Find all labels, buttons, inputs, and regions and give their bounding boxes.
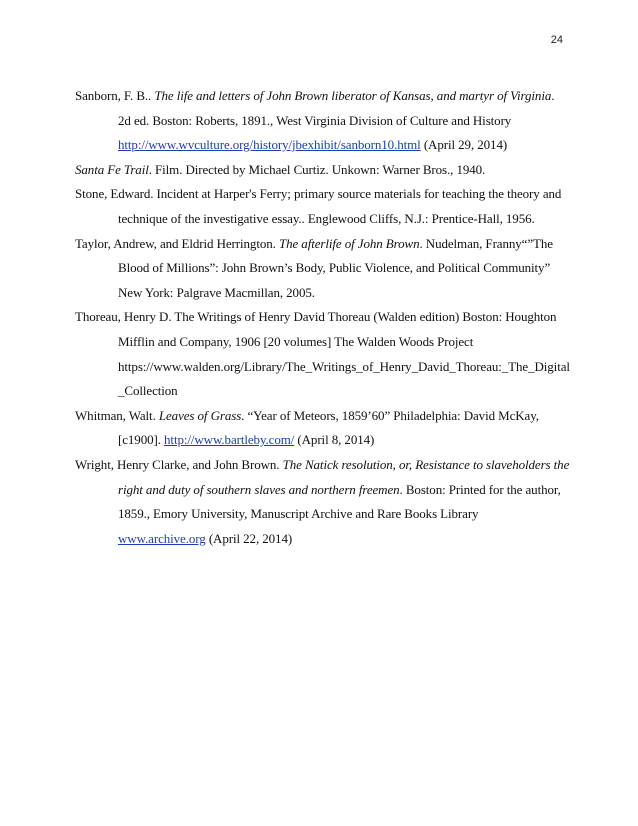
entry-line (75, 158, 575, 183)
citation-text: Mifflin and Company, 1906 [20 volumes] The Walden Woods Project (118, 333, 474, 349)
entry-line (75, 207, 575, 232)
entry-line (75, 527, 575, 552)
entry-line (75, 84, 575, 109)
entry-line (75, 478, 575, 503)
citation-text: https://www.walden.org/Library/The_Writings_of_Henry_David_Thoreau:_The_Digital (118, 358, 570, 374)
entry-line (75, 109, 575, 134)
entry-line (75, 428, 575, 453)
entry-line (75, 182, 575, 207)
citation-text: . Boston: Printed for the author, (399, 481, 561, 497)
citation-text: . Nudelman, Franny“”The (419, 235, 553, 251)
entry-line (75, 379, 575, 404)
citation-text: 1859., Emory University, Manuscript Archive and Rare Books Library (118, 506, 479, 522)
entry-line (75, 305, 575, 330)
bibliography-entry (75, 232, 575, 306)
citation-text: _Collection (118, 383, 178, 399)
citation-text: Taylor, Andrew, and Eldrid Herrington. (75, 235, 279, 251)
citation-text: (April 8, 2014) (294, 432, 375, 448)
entry-line (75, 232, 575, 257)
work-title: The life and letters of John Brown liberator of Kansas, and martyr of Virginia (154, 88, 552, 103)
citation-text: . “Year of Meteors, 1859’60” Philadelphia: David McKay, (241, 407, 539, 423)
entry-line (75, 330, 575, 355)
bibliography-entry (75, 404, 575, 453)
citation-text: New York: Palgrave Macmillan, 2005. (118, 284, 315, 300)
bibliography-list (75, 84, 575, 551)
citation-text: Whitman, Walt. (75, 407, 159, 423)
work-title: The afterlife of John Brown (278, 235, 420, 251)
work-title: right and duty of southern slaves and northern freemen (118, 481, 400, 497)
entry-line (75, 404, 575, 429)
work-title: Santa Fe Trail (75, 161, 149, 177)
citation-text: [c1900]. (118, 432, 165, 448)
bibliography-entry (75, 182, 575, 231)
bibliography-entry (75, 158, 575, 183)
entry-line (75, 355, 575, 380)
citation-link[interactable]: http://www.wvculture.org/history/jbexhibit/sanborn10.html (118, 137, 421, 153)
citation-text: technique of the investigative essay.. Englewood Cliffs, N.J.: Prentice-Hall, 1956. (118, 210, 535, 226)
citation-link[interactable]: www.archive.org (118, 530, 206, 546)
page-number: 24 (550, 34, 563, 46)
citation-text: Stone, Edward. Incident at Harper's Ferry; primary source materials for teaching the theory and (75, 186, 562, 202)
bibliography-entry (75, 305, 575, 403)
entry-line (75, 133, 575, 158)
entry-line (75, 453, 575, 478)
citation-text: (April 22, 2014) (205, 530, 293, 546)
citation-link[interactable]: http://www.bartleby.com/ (164, 432, 295, 448)
work-title: The Natick resolution, or, Resistance to slaveholders the (282, 456, 570, 472)
citation-text: Blood of Millions”: John Brown’s Body, Public Violence, and Political Community” (118, 260, 551, 276)
entry-line (75, 502, 575, 527)
citation-text: (April 29, 2014) (420, 137, 508, 153)
citation-text: Thoreau, Henry D. The Writings of Henry David Thoreau (Walden edition) Boston: Houghton (75, 309, 557, 325)
citation-text: . Film. Directed by Michael Curtiz. Unkown: Warner Bros., 1940. (148, 161, 486, 177)
citation-text: 2d ed. Boston: Roberts, 1891., West Virginia Division of Culture and History (118, 112, 512, 128)
entry-line (75, 281, 575, 306)
citation-text: . (551, 88, 555, 103)
citation-text: Wright, Henry Clarke, and John Brown. (75, 456, 283, 472)
bibliography-entry (75, 84, 575, 158)
bibliography-entry (75, 453, 575, 551)
citation-text: Sanborn, F. B.. (75, 88, 155, 103)
work-title: Leaves of Grass (158, 407, 242, 423)
entry-line (75, 256, 575, 281)
